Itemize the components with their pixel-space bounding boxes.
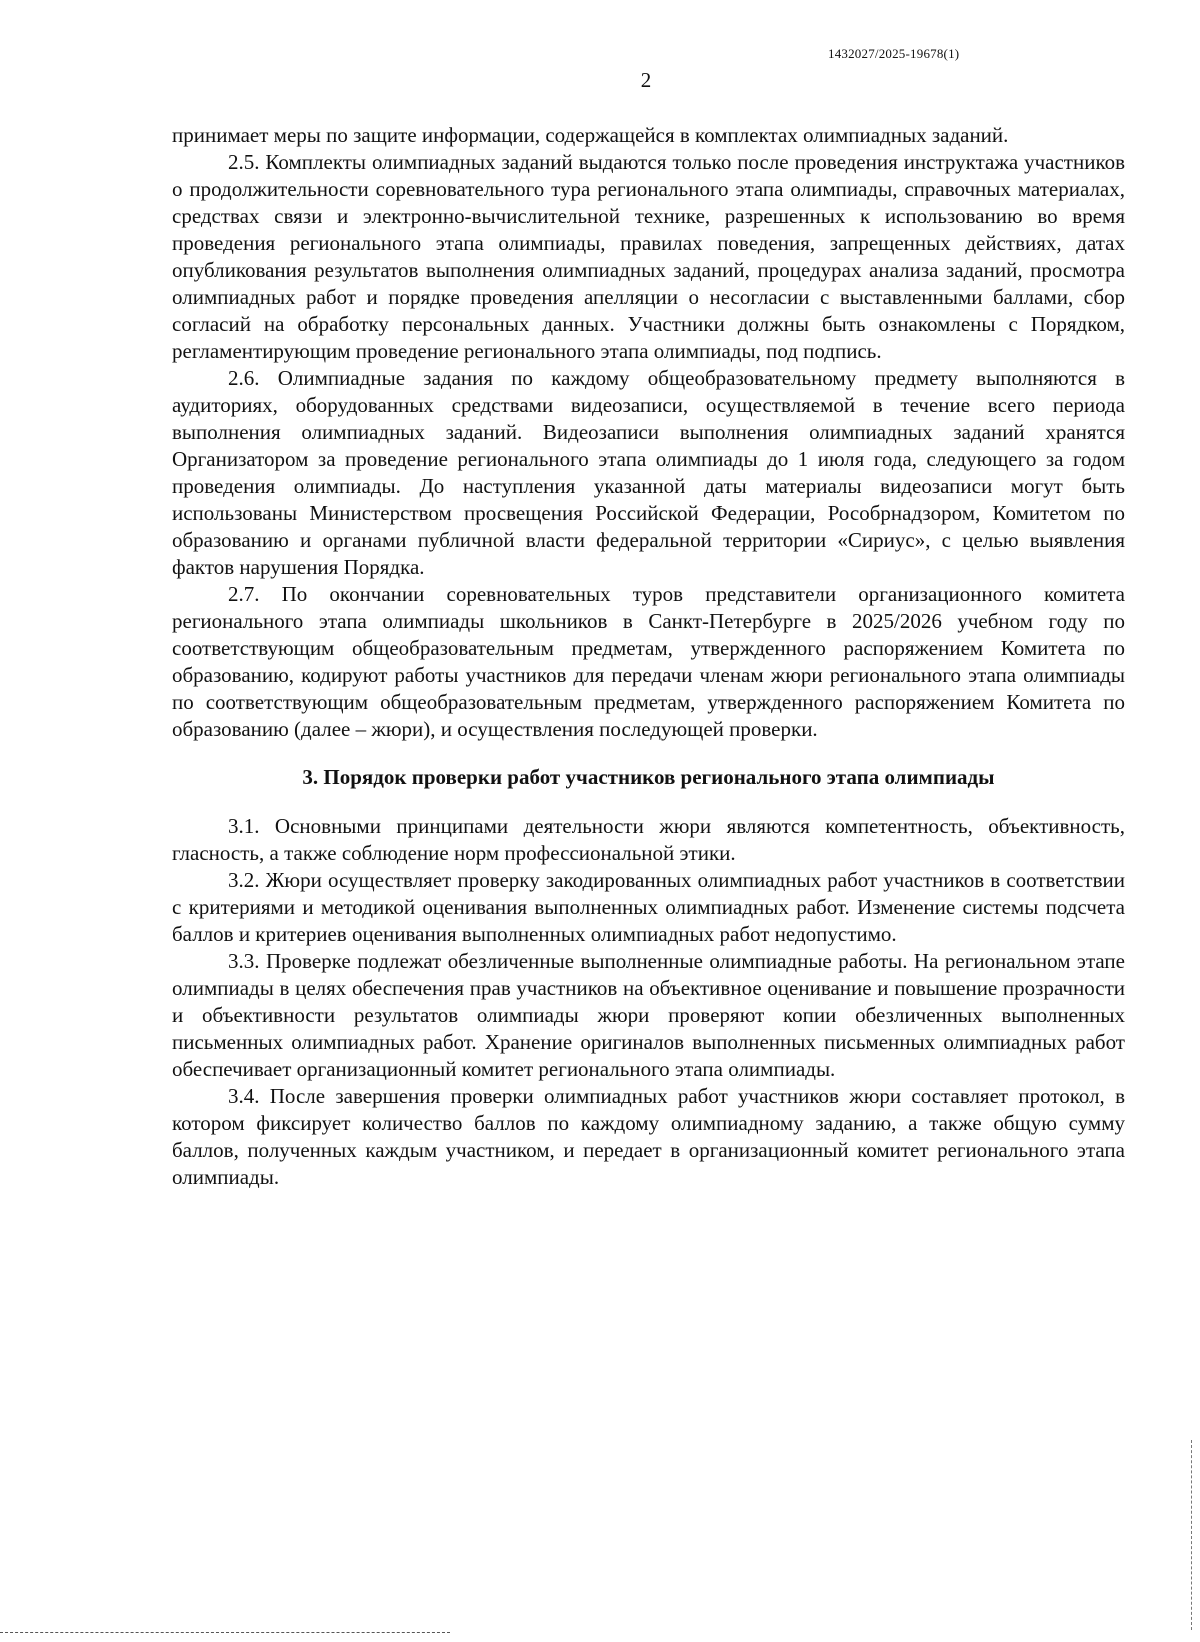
paragraph-3-2: 3.2. Жюри осуществляет проверку закодированных олимпиадных работ участников в соответствии с критериями и методикой оценивания выполненных олимпиадных работ. Изменение системы подсчета баллов и критериев оценивания выполненных олимпиадных работ недопустимо. (172, 868, 1125, 946)
paragraph-3-4: 3.4. После завершения проверки олимпиадных работ участников жюри составляет протокол, в котором фиксирует количество баллов по каждому олимпиадному заданию, а также общую сумму баллов, полученных каждым участником, и передает в организационный комитет регионального этапа олимпиады. (172, 1084, 1125, 1189)
paragraph-2-6: 2.6. Олимпиадные задания по каждому общеобразовательному предмету выполняются в аудиториях, оборудованных средствами видеозаписи, осуществляемой в течение всего периода выполнения олимпиадных заданий. Видеозаписи выполнения олимпиадных заданий хранятся Организатором за проведение регионального этапа олимпиады до 1 июля года, следующего за годом проведения олимпиады. До наступления указанной даты материалы видеозаписи могут быть использованы Министерством просвещения Российской Федерации, Рособрнадзором, Комитетом по образованию и органами публичной власти федеральной территории «Сириус», с целью выявления фактов нарушения Порядка. (172, 366, 1125, 579)
paragraph-2-7: 2.7. По окончании соревновательных туров представители организационного комитета регионального этапа олимпиады школьников в Санкт-Петербурге в 2025/2026 учебном году по соответствующим общеобразовательным предметам, утвержденного распоряжением Комитета по образованию, кодируют работы участников для передачи членам жюри регионального этапа олимпиады по соответствующим общеобразовательным предметам, утвержденного распоряжением Комитета по образованию (далее – жюри), и осуществления последующей проверки. (172, 582, 1125, 741)
page-number: 2 (640, 68, 652, 92)
scan-edge-artifact-right (1191, 1440, 1198, 1630)
scan-edge-artifact-bottom (0, 1632, 450, 1635)
paragraph-2-5: 2.5. Комплекты олимпиадных заданий выдаются только после проведения инструктажа участников о продолжительности соревновательного тура регионального этапа олимпиады, справочных материалах, средствах связи и электронно-вычислительной технике, разрешенных к использованию во время проведения регионального этапа олимпиады, правилах поведения, запрещенных действиях, датах опубликования результатов выполнения олимпиадных заданий, процедурах анализа заданий, просмотра олимпиадных работ и порядке проведения апелляции о несогласии с выставленными баллами, сбор согласий на обработку персональных данных. Участники должны быть ознакомлены с Порядком, регламентирующим проведение регионального этапа олимпиады, под подпись. (172, 150, 1125, 363)
section-3-heading: 3. Порядок проверки работ участников регионального этапа олимпиады (302, 765, 995, 789)
paragraph-continuation: принимает меры по защите информации, содержащейся в комплектах олимпиадных заданий. (172, 123, 1009, 147)
paragraph-3-3: 3.3. Проверке подлежат обезличенные выполненные олимпиадные работы. На региональном этапе олимпиады в целях обеспечения прав участников на объективное оценивание и повышение прозрачности и объективности результатов олимпиады жюри проверяют копии обезличенных выполненных письменных олимпиадных работ. Хранение оригиналов выполненных письменных олимпиадных работ обеспечивает организационный комитет регионального этапа олимпиады. (172, 949, 1125, 1081)
document-registration-number: 1432027/2025-19678(1) (828, 46, 960, 61)
document-body (172, 122, 1125, 1191)
paragraph-3-1: 3.1. Основными принципами деятельности жюри являются компетентность, объективность, гласность, а также соблюдение норм профессиональной этики. (172, 814, 1125, 865)
